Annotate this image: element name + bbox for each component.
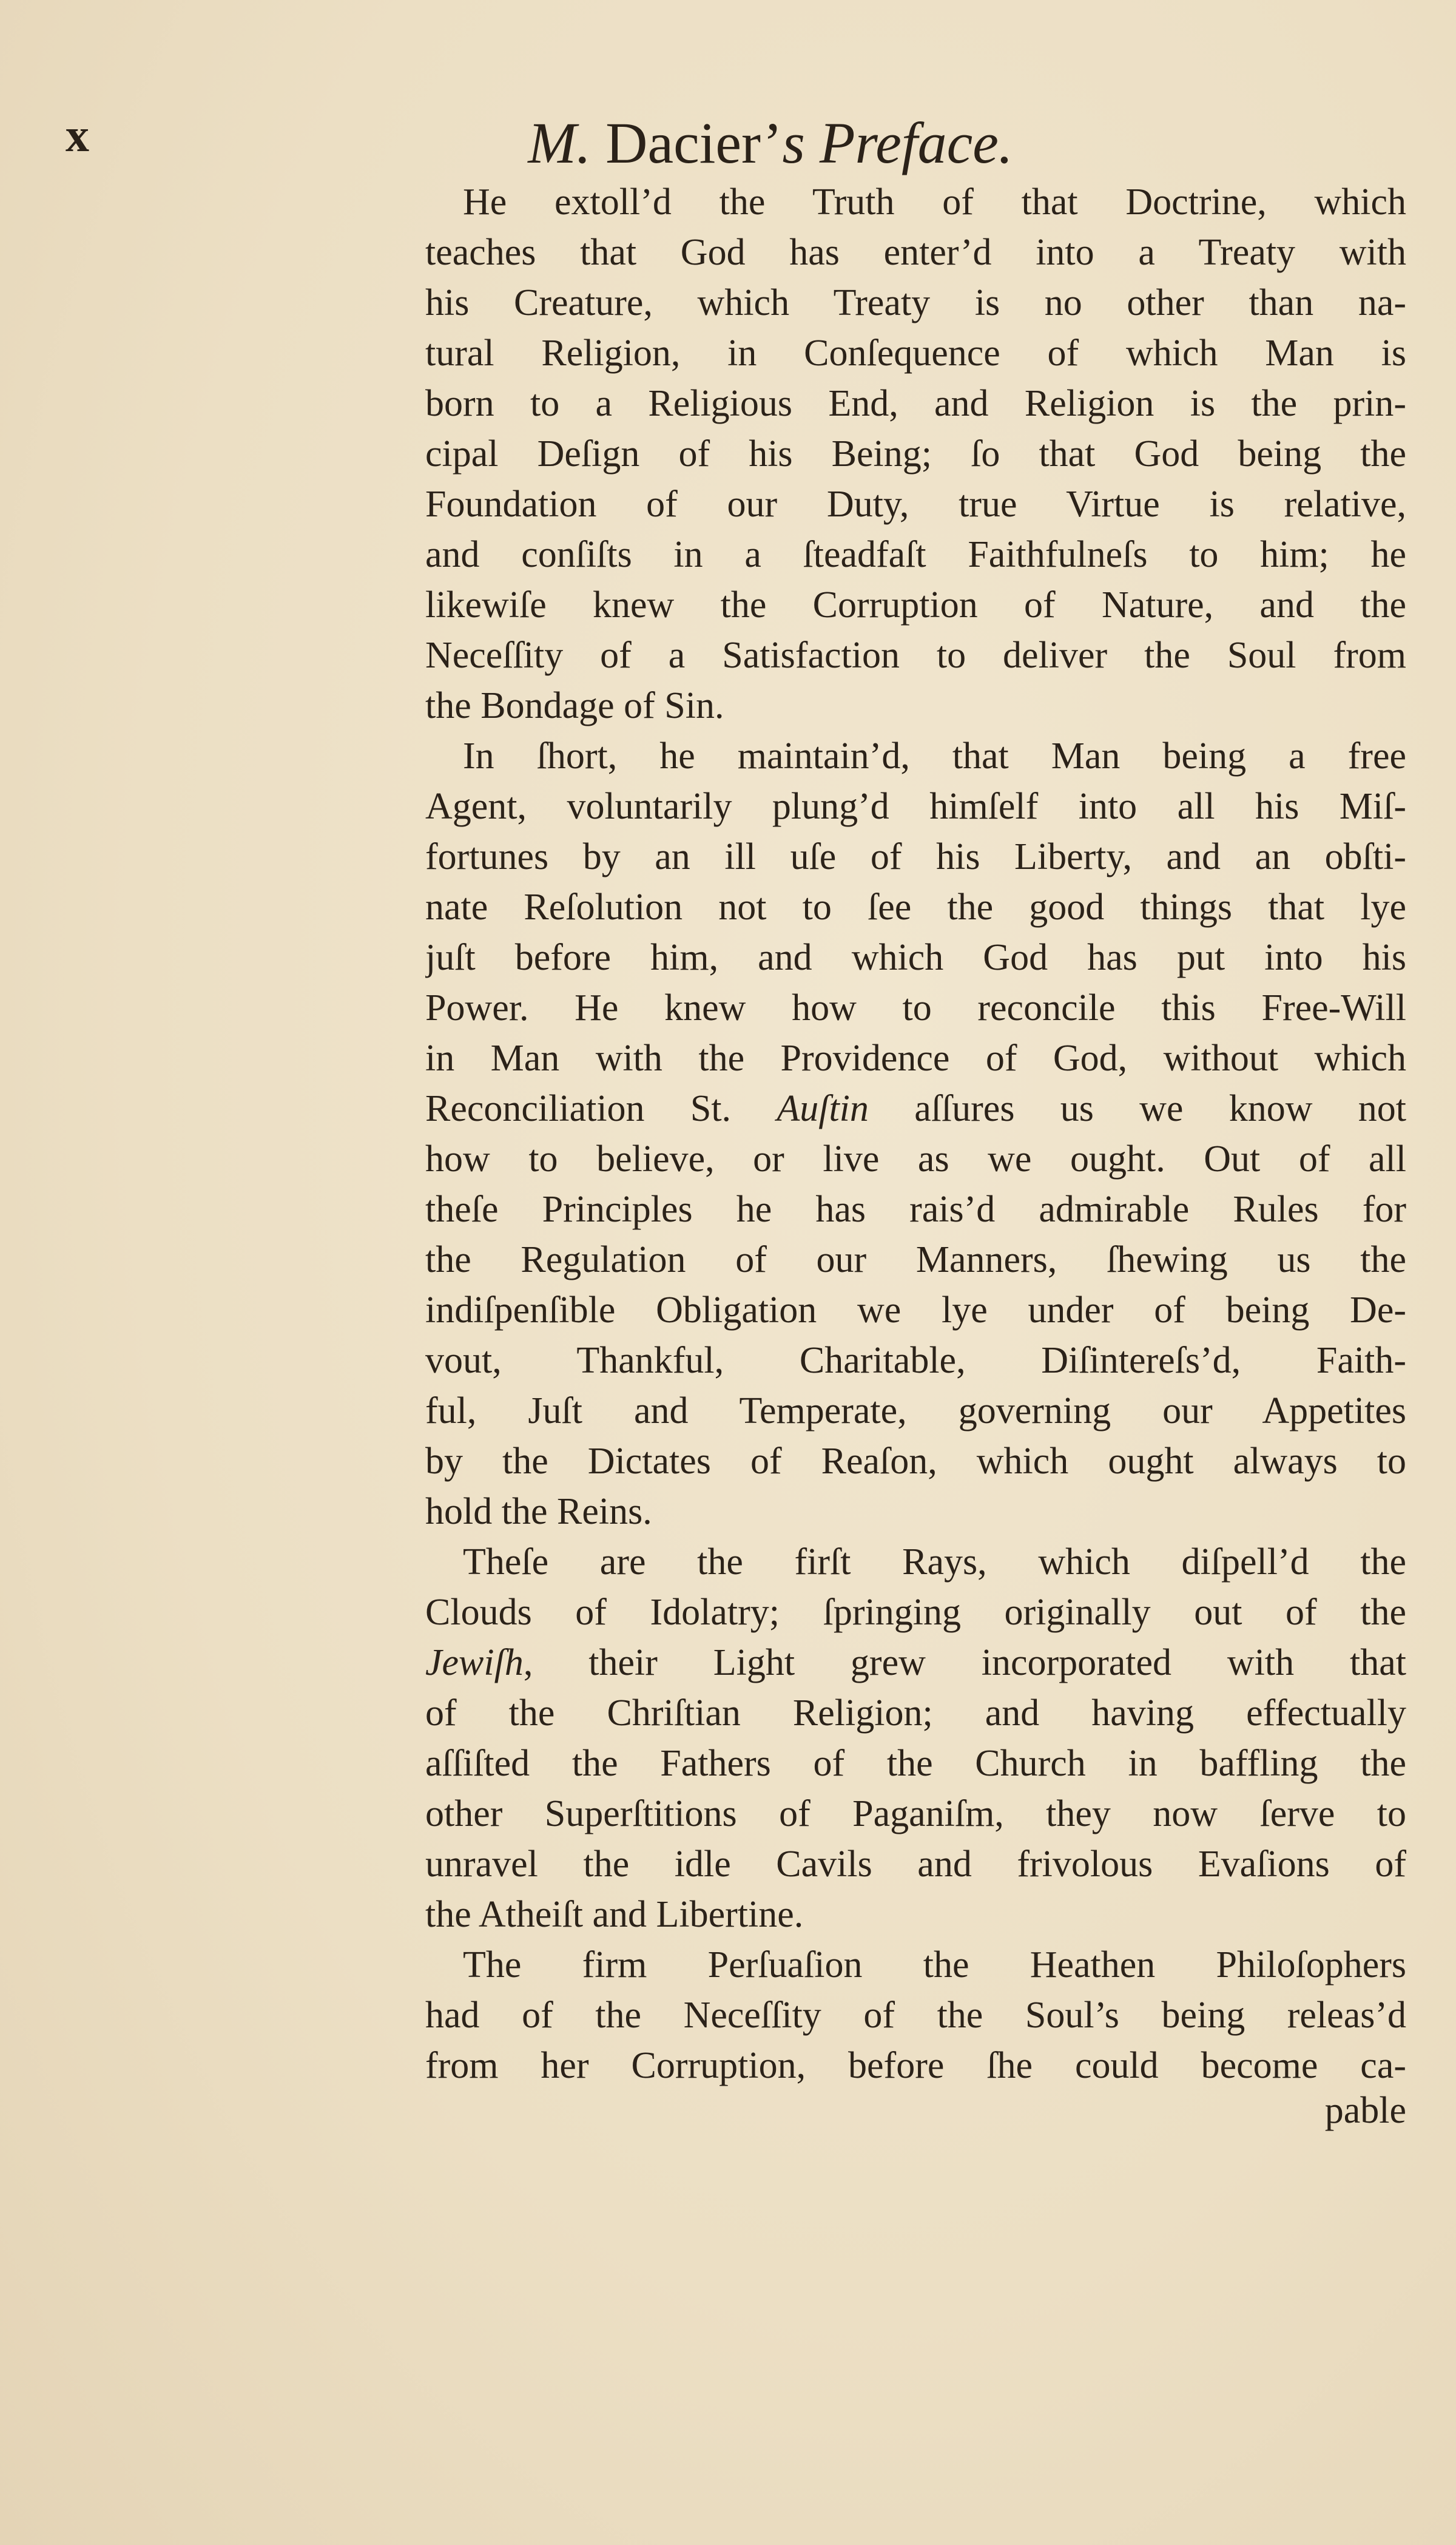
- text-line: [425, 379, 1406, 429]
- text-line: [425, 1487, 1406, 1537]
- text-line: [425, 1587, 1406, 1638]
- text-line: [425, 1990, 1406, 2041]
- text-line: [425, 1436, 1406, 1487]
- line-text: and conſiſts in a ſteadfaſt Faithfulneſs to him; he: [425, 534, 1406, 575]
- line-text: tural Religion, in Conſequence of which Man is: [425, 333, 1406, 374]
- text-line: [425, 1084, 1406, 1134]
- text-line: [425, 429, 1406, 479]
- italic-word: Jewiſh: [425, 1642, 524, 1683]
- line-text: Foundation of our Duty, true Virtue is relative,: [425, 484, 1406, 525]
- text-line: [425, 328, 1406, 379]
- header-author-name: Dacier’: [591, 110, 783, 175]
- text-line: [425, 933, 1406, 983]
- line-text: Reconciliation St.: [425, 1088, 777, 1129]
- line-text: by the Dictates of Reaſon, which ought always to: [425, 1441, 1406, 1482]
- line-text: Clouds of Idolatry; ſpringing originally out of the: [425, 1592, 1406, 1633]
- text-line: [425, 1940, 1406, 1990]
- text-line: [425, 1386, 1406, 1436]
- text-line: [425, 1638, 1406, 1688]
- text-line: [425, 1336, 1406, 1386]
- line-text: teaches that God has enter’d into a Treaty with: [425, 232, 1406, 273]
- line-text: likewiſe knew the Corruption of Nature, and the: [425, 584, 1406, 626]
- line-text: hold the Reins.: [425, 1491, 652, 1532]
- text-line: [425, 479, 1406, 530]
- text-line: [425, 1285, 1406, 1336]
- line-text: the Atheiſt and Libertine.: [425, 1894, 804, 1935]
- text-line: [425, 1890, 1406, 1940]
- text-line: [425, 530, 1406, 580]
- text-line: [425, 177, 1406, 228]
- text-line: [425, 630, 1406, 681]
- line-text: born to a Religious End, and Religion is the prin-: [425, 383, 1406, 424]
- text-line: [425, 1789, 1406, 1839]
- line-text: in Man with the Providence of God, without which: [425, 1038, 1406, 1079]
- line-text: aſſures us we know not: [868, 1088, 1406, 1129]
- line-text: unravel the idle Cavils and frivolous Evaſions of: [425, 1844, 1406, 1885]
- text-line: [425, 1839, 1406, 1890]
- line-text: ful, Juſt and Temperate, governing our Appetites: [425, 1390, 1406, 1431]
- text-line: [425, 1235, 1406, 1285]
- line-text: from her Corruption, before ſhe could become ca-: [425, 2045, 1406, 2086]
- line-text: nate Reſolution not to ſee the good things that lye: [425, 887, 1406, 928]
- text-line: [425, 1134, 1406, 1185]
- line-text: aſſiſted the Fathers of the Church in baffling the: [425, 1743, 1406, 1784]
- header-title: s Preface.: [782, 110, 1013, 175]
- text-line: [425, 1185, 1406, 1235]
- body-text: [425, 177, 1406, 2091]
- line-text: Neceſſity of a Satisfaction to deliver the Soul from: [425, 635, 1406, 676]
- line-text: the Bondage of Sin.: [425, 685, 724, 726]
- text-line: [425, 228, 1406, 278]
- line-text: , their Light grew incorporated with that: [523, 1642, 1406, 1683]
- line-text: In ſhort, he maintain’d, that Man being a free: [463, 735, 1406, 777]
- catchword: pable: [1324, 2090, 1406, 2131]
- line-text: Agent, voluntarily plung’d himſelf into all his Miſ-: [425, 786, 1406, 827]
- text-line: [425, 782, 1406, 832]
- line-text: vout, Thankful, Charitable, Diſintereſs’d, Faith-: [425, 1340, 1406, 1381]
- text-line: [425, 1033, 1406, 1084]
- text-line: [425, 882, 1406, 933]
- text-line: [425, 1688, 1406, 1739]
- text-line: [425, 1537, 1406, 1587]
- running-header: [0, 109, 1456, 177]
- text-line: [425, 832, 1406, 882]
- text-line: [425, 2041, 1406, 2091]
- line-text: of the Chriſtian Religion; and having effectually: [425, 1692, 1406, 1734]
- text-line: [425, 983, 1406, 1033]
- line-text: cipal Deſign of his Being; ſo that God being the: [425, 433, 1406, 475]
- line-text: Theſe are the firſt Rays, which diſpell’d the: [463, 1541, 1406, 1583]
- line-text: He extoll’d the Truth of that Doctrine, which: [463, 181, 1406, 223]
- line-text: his Creature, which Treaty is no other than na-: [425, 282, 1406, 323]
- line-text: other Superſtitions of Paganiſm, they now ſerve to: [425, 1793, 1406, 1834]
- line-text: fortunes by an ill uſe of his Liberty, and an obſti-: [425, 836, 1406, 877]
- line-text: indiſpenſible Obligation we lye under of being De-: [425, 1289, 1406, 1331]
- italic-word: Auſtin: [777, 1088, 869, 1129]
- line-text: Power. He knew how to reconcile this Free-Will: [425, 987, 1406, 1029]
- text-line: [425, 1739, 1406, 1789]
- text-line: [425, 681, 1406, 731]
- text-line: [425, 731, 1406, 782]
- line-text: The firm Perſuaſion the Heathen Philoſophers: [463, 1944, 1406, 1986]
- line-text: had of the Neceſſity of the Soul’s being releas’d: [425, 1995, 1406, 2036]
- line-text: the Regulation of our Manners, ſhewing us the: [425, 1239, 1406, 1280]
- text-line: [425, 278, 1406, 328]
- line-text: theſe Principles he has rais’d admirable Rules for: [425, 1189, 1406, 1230]
- text-line: [425, 580, 1406, 630]
- line-text: juſt before him, and which God has put into his: [425, 937, 1406, 978]
- line-text: how to believe, or live as we ought. Out of all: [425, 1138, 1406, 1180]
- header-author-initial: M.: [528, 110, 592, 175]
- page-number: x: [66, 109, 89, 161]
